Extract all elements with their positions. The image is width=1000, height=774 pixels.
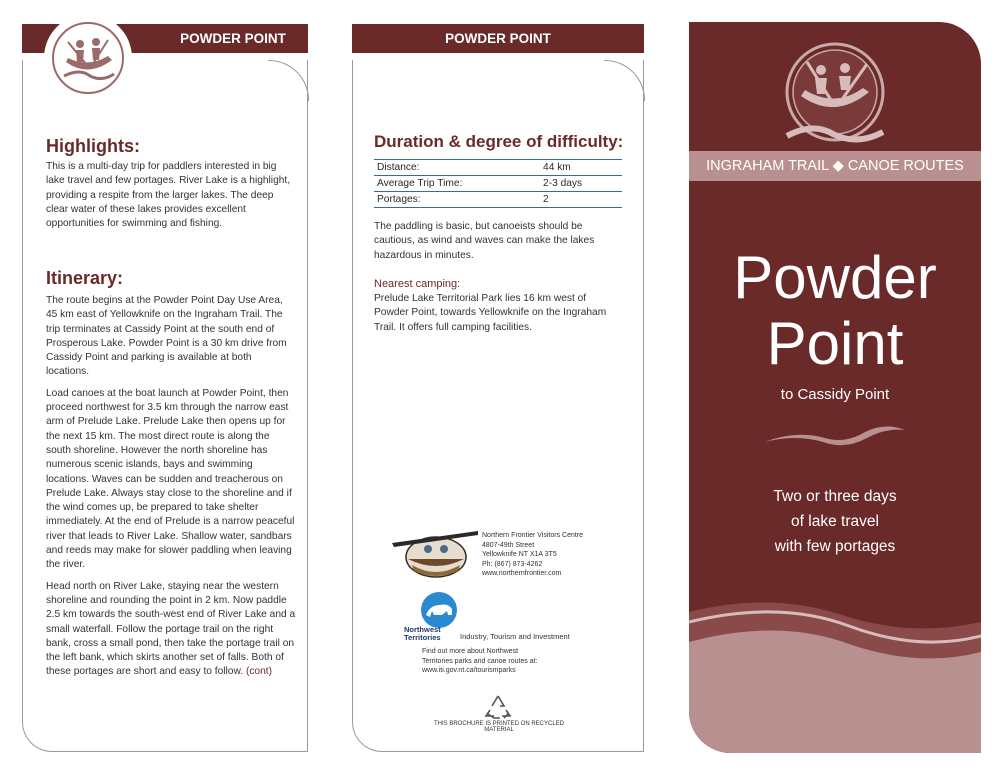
left-panel: [22, 24, 308, 752]
recycled-note: THIS BROCHURE IS PRINTED ON RECYCLED MATERIAL: [433, 721, 565, 733]
visitor-centre-website: www.northernfrontier.com: [482, 570, 562, 577]
cover-tagline: [689, 484, 981, 559]
table-row: [374, 176, 622, 192]
find-more-url: www.iti.gov.nt.ca/tourismparks: [422, 667, 516, 674]
highlights-heading: Highlights:: [46, 136, 140, 156]
recycle-icon: [484, 694, 512, 720]
itinerary-paragraph-3-text: Head north on River Lake, staying near the western shoreline and rounding the point in 2 km. Now paddle 2.5 km towards the south-west end of River Lake and a small waterfall. Follow the portage trail on the right bank, cross a small pond, then take the portage trail on the left bank, which skirts another set of falls. Both of these portages are short and easy to follow.: [46, 580, 296, 678]
portages-value: 2: [540, 192, 622, 208]
find-more-note: [422, 647, 538, 676]
visitor-centre-city: Yellowknife NT X1A 3T5: [482, 551, 557, 558]
tagline-line-1: Two or three days: [773, 488, 897, 505]
visitor-centre-address: [482, 531, 583, 579]
panel2-header-bar: [352, 24, 644, 53]
nwt-department: Industry, Tourism and Investment: [460, 632, 570, 641]
find-more-line1: Find out more about Northwest: [422, 648, 519, 655]
camping-text: Prelude Lake Territorial Park lies 16 km west of Powder Point, towards Yellowknife on the Ingraham Trail. It offers full camping facilities.: [374, 293, 607, 333]
wave-divider-icon: [765, 422, 905, 450]
nwt-name-line2: Territories: [404, 633, 441, 642]
canoe-logo-icon: [44, 14, 132, 102]
paddling-text: The paddling is basic, but canoeists should be cautious, as wind and waves can make the lakes hazardous in minutes.: [374, 221, 595, 261]
table-row: [374, 192, 622, 208]
distance-value: 44 km: [540, 160, 622, 176]
itinerary-paragraph-3: [46, 580, 296, 680]
difficulty-table: [374, 159, 622, 208]
highlights-body: [46, 160, 294, 238]
itinerary-body: [46, 294, 296, 687]
camping-heading: Nearest camping:: [374, 278, 461, 290]
route-band: INGRAHAM TRAIL ◆ CANOE ROUTES: [689, 151, 981, 181]
nwt-name-line1: Northwest: [404, 625, 441, 634]
duration-heading: Duration & degree of difficulty:: [374, 132, 624, 151]
tagline-line-2: of lake travel: [791, 513, 879, 530]
northern-frontier-logo-icon: [392, 529, 478, 581]
canoe-logo-large-icon: [769, 40, 901, 150]
highlights-text: This is a multi-day trip for paddlers interested in big lake travel and few portages. River Lake is a highlight, providing a respite from the larger lakes. The deep clear water of these lakes provides excellent opportunities for swimming and fishing.: [46, 161, 291, 230]
panel2-header: POWDER POINT: [445, 31, 551, 46]
itinerary-paragraph-1: The route begins at the Powder Point Day Use Area, 45 km east of Yellowknife on the Ingraham Trail. The trip terminates at Cassidy Point at the south end of Prosperous Lake. Powder Point is a 30 km drive from Cassidy Point and parking is available at both locations.: [46, 295, 287, 378]
tagline-line-3: with few portages: [774, 538, 896, 555]
trip-time-label: Average Trip Time:: [374, 176, 540, 192]
title-line-1: Powder: [733, 244, 937, 311]
visitor-centre-phone: Ph: (867) 873-4262: [482, 560, 543, 568]
itinerary-paragraph-2: Load canoes at the boat launch at Powder Point, then proceed northwest for 3.5 km through the narrow east arm of Prelude Lake. Prelude Lake then opens up for the next 15 km. The most direct route is along the south shoreline. However the north shoreline has numerous scenic islands, bays and swimming locations. Waves can be sudden and treacherous on Prelude Lake. Always stay close to the shoreline and if the wind comes up, be prepared to take shelter immediately. At the end of Prelude is a narrow peaceful river that leads to River Lake. Shallow water, sandbars and reeds may make for slower paddling when leaving the river.: [46, 387, 295, 571]
visitor-centre-street: 4807-49th Street: [482, 541, 535, 549]
polar-bear-logo-icon: [418, 591, 460, 629]
distance-label: Distance:: [374, 160, 540, 176]
trip-time-value: 2-3 days: [540, 176, 622, 192]
panel1-header: POWDER POINT: [180, 31, 286, 46]
cover-panel: [689, 22, 981, 753]
nwt-wordmark: [404, 626, 441, 642]
table-row: [374, 160, 622, 176]
find-more-line2: Territories parks and canoe routes at:: [422, 657, 538, 665]
portages-label: Portages:: [374, 192, 540, 208]
title-line-2: Point: [766, 310, 904, 377]
continued-label: (cont): [245, 666, 272, 678]
wave-graphic: [689, 582, 981, 753]
middle-panel: [352, 24, 644, 752]
cover-subtitle: to Cassidy Point: [780, 386, 890, 403]
itinerary-heading: Itinerary:: [46, 268, 124, 288]
visitor-centre-name: Northern Frontier Visitors Centre: [482, 532, 584, 539]
